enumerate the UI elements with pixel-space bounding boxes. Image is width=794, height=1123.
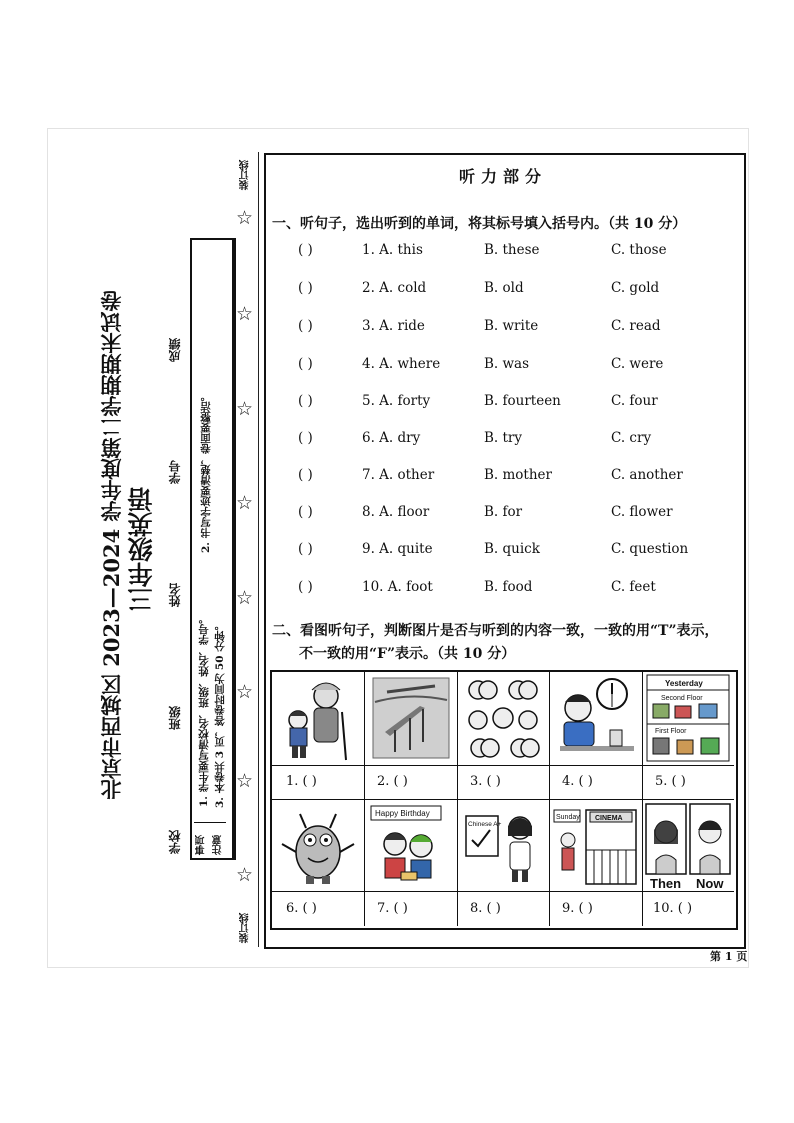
answer-8: 8. ( ) [470,901,501,916]
note-item: 1. 学生要写清校名、班级、姓名、学号。 [198,613,210,807]
section2-heading-line1: 二、看图听句子，判断图片是否与听到的内容一致，一致的用“T”表示， [272,623,719,639]
answer-7: 7. ( ) [377,901,408,916]
option-c: C. cry [611,430,652,446]
question-row [298,504,738,524]
part-title: 听力部分 [458,167,547,186]
answer-blank[interactable]: ( ) [298,242,313,258]
answer-4: 4. ( ) [562,774,593,789]
answer-blank[interactable]: ( ) [298,541,313,557]
question-row [298,318,738,338]
answer-5: 5. ( ) [655,774,686,789]
option-b: B. fourteen [484,393,561,409]
option-c: C. were [611,356,664,372]
answer-cell[interactable] [458,892,550,926]
answer-cell[interactable] [458,766,550,800]
answer-blank[interactable]: ( ) [298,467,313,483]
binding-line-label-top: 装订线 [240,160,251,190]
answer-3: 3. ( ) [470,774,501,789]
yesterday-label: Yesterday [665,679,703,688]
section2-heading-line2: 不一致的用“F”表示。（共 10 分） [299,646,516,662]
chinese-grade-label: Chinese A+ [468,821,502,828]
option-a: 10. A. foot [362,579,433,595]
score-field-label: 成绩 [168,338,182,362]
option-c: C. four [611,393,658,409]
answer-cell[interactable] [550,766,643,800]
question-row [298,541,738,561]
answer-blank[interactable]: ( ) [298,393,313,409]
picture-birthday [365,800,458,892]
first-floor-label: First Floor [655,728,687,735]
question-row [298,242,738,262]
school-field-label: 学校 [168,830,182,854]
option-c: C. another [611,467,683,483]
picture-peaches [458,672,550,766]
option-c: C. flower [611,504,673,520]
answer-blank[interactable]: ( ) [298,504,313,520]
binding-rule [258,152,259,947]
notes-heading-2: 事项 [196,835,207,855]
question-row [298,467,738,487]
answer-cell[interactable] [365,766,458,800]
answer-cell[interactable] [643,766,734,800]
answer-cell[interactable] [550,892,643,926]
question-row [298,356,738,376]
happy-birthday-label: Happy Birthday [375,809,430,818]
star-icon: ☆ [236,207,254,229]
option-a: 9. A. quite [362,541,433,557]
picture-monster [272,800,365,892]
binding-line-label-bottom: 装订线 [240,913,251,943]
answer-cell[interactable] [272,892,365,926]
option-b: B. was [484,356,530,372]
picture-bridge [365,672,458,766]
option-b: B. food [484,579,533,595]
answer-cell[interactable] [272,766,365,800]
exam-title: 北京市西城区 2023—2024 学年度第二学期期末试卷 [99,290,124,800]
answer-blank[interactable]: ( ) [298,356,313,372]
question-row [298,430,738,450]
option-a: 2. A. cold [362,280,427,296]
answer-cell[interactable] [643,892,734,926]
answer-blank[interactable]: ( ) [298,280,313,296]
option-a: 6. A. dry [362,430,421,446]
picture-then-now [643,800,734,892]
picture-grid [270,670,738,930]
star-icon: ☆ [236,587,254,609]
answer-cell[interactable] [365,892,458,926]
star-icon: ☆ [236,770,254,792]
star-icon: ☆ [236,864,254,886]
option-b: B. write [484,318,539,334]
option-a: 5. A. forty [362,393,431,409]
option-c: C. gold [611,280,660,296]
notes-heading [194,822,226,855]
option-c: C. question [611,541,689,557]
class-field-label: 班级 [168,706,182,730]
question-row [298,579,738,599]
option-a: 3. A. ride [362,318,425,334]
option-b: B. old [484,280,524,296]
star-icon: ☆ [236,681,254,703]
name-field-label: 姓名 [168,583,182,607]
question-row [298,393,738,413]
option-a: 1. A. this [362,242,423,258]
option-b: B. quick [484,541,540,557]
star-icon: ☆ [236,398,254,420]
picture-floors [643,672,734,766]
note-item: 2. 书写字迹要清楚，卷面要整洁。 [200,391,212,553]
question-row [298,280,738,300]
picture-cinema [550,800,643,892]
option-b: B. try [484,430,523,446]
answer-6: 6. ( ) [286,901,317,916]
cinema-label: CINEMA [595,815,623,822]
picture-grandma-boy [272,672,365,766]
then-label: Then [650,876,682,891]
option-a: 8. A. floor [362,504,430,520]
answer-blank[interactable]: ( ) [298,579,313,595]
student-id-field-label: 学号 [168,460,182,484]
option-c: C. feet [611,579,656,595]
page-number: 第 1 页 [710,950,748,963]
option-a: 4. A. where [362,356,441,372]
answer-1: 1. ( ) [286,774,317,789]
answer-10: 10. ( ) [653,901,693,916]
now-label: Now [696,876,724,891]
notes-heading-1: 注意 [213,835,224,855]
option-b: B. for [484,504,523,520]
option-b: B. these [484,242,540,258]
exam-subject: 三年级英语 [127,487,156,613]
picture-chinese-grade [458,800,550,892]
picture-clock-breakfast [550,672,643,766]
option-c: C. those [611,242,667,258]
sunday-label: Sunday [556,814,580,821]
section1-heading: 一、听句子，选出听到的单词，将其标号填入括号内。（共 10 分） [272,216,687,232]
second-floor-label: Second Floor [661,695,703,702]
note-item: 3. 本卷共 3 页，答卷时间为 50 分钟。 [214,620,226,808]
option-b: B. mother [484,467,552,483]
answer-2: 2. ( ) [377,774,408,789]
option-c: C. read [611,318,661,334]
answer-9: 9. ( ) [562,901,593,916]
answer-blank[interactable]: ( ) [298,318,313,334]
option-a: 7. A. other [362,467,435,483]
answer-blank[interactable]: ( ) [298,430,313,446]
star-icon: ☆ [236,303,254,325]
star-icon: ☆ [236,492,254,514]
